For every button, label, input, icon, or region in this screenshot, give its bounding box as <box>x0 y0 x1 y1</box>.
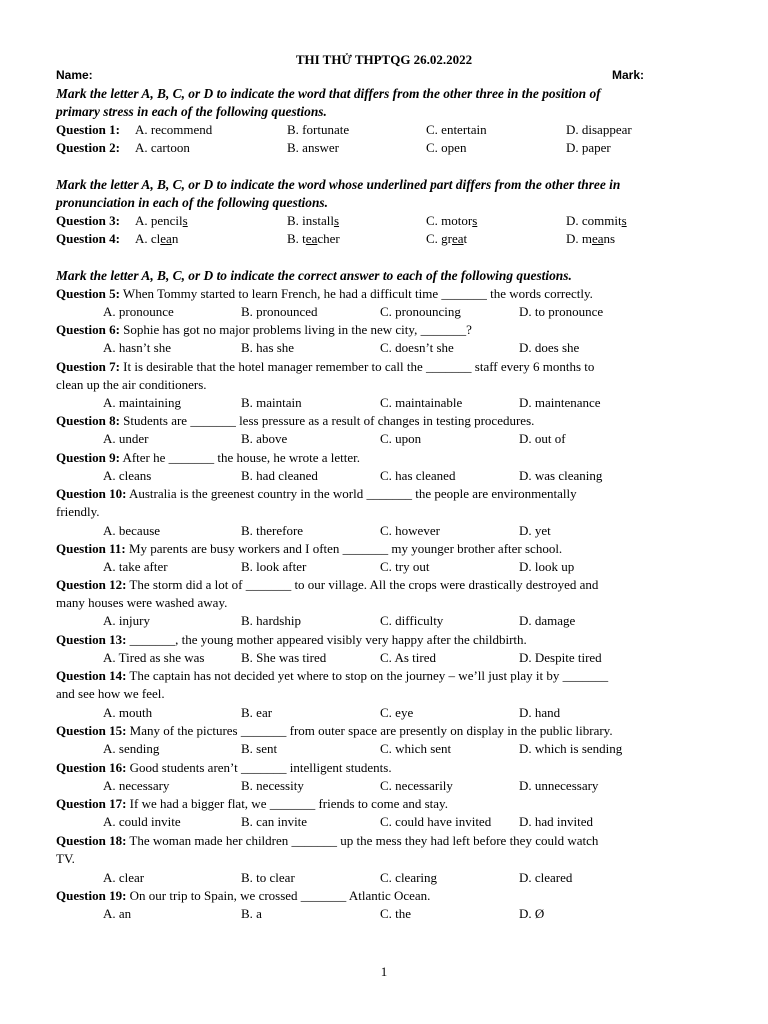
q13-option-c: C. As tired <box>380 650 436 665</box>
question-12: Question 12: The storm did a lot of _______ to our village. All the crops were drastically destroyed and <box>56 577 599 592</box>
q2-option-d: D. paper <box>566 140 611 155</box>
q10-option-b: B. therefore <box>241 523 304 538</box>
q17-option-d: D. had invited <box>519 814 594 829</box>
q14-option-b: B. ear <box>241 705 273 720</box>
q11-option-a: A. take after <box>103 559 168 574</box>
q17-option-c: C. could have invited <box>380 814 492 829</box>
q2-option-a: A. cartoon <box>135 140 190 155</box>
question-16: Question 16: Good students aren’t _______ intelligent students. <box>56 760 392 775</box>
question-label: Question 1: <box>56 122 120 137</box>
question-7: Question 7: It is desirable that the hotel manager remember to call the _______ staff every 6 months to <box>56 359 595 374</box>
q3-option-d: D. commits <box>566 213 627 228</box>
q2-option-b: B. answer <box>287 140 339 155</box>
q3-option-c: C. motors <box>426 213 478 228</box>
question-10: Question 10: Australia is the greenest country in the world _______ the people are environmentally <box>56 486 577 501</box>
underlined-part: ea <box>452 231 464 246</box>
q4-option-a: A. clean <box>135 231 179 246</box>
q16-option-d: D. unnecessary <box>519 778 599 793</box>
question-5: Question 5: When Tommy started to learn French, he had a difficult time _______ the words correctly. <box>56 286 593 301</box>
question-3 <box>56 212 120 230</box>
q1-option-d: D. disappear <box>566 122 632 137</box>
q11-option-b: B. look after <box>241 559 307 574</box>
q15-option-a: A. sending <box>103 741 160 756</box>
section3-instruction: Mark the letter A, B, C, or D to indicate the correct answer to each of the following questions. <box>56 268 572 283</box>
q7-option-d: D. maintenance <box>519 395 601 410</box>
q11-option-d: D. look up <box>519 559 575 574</box>
question-10-continued: friendly. <box>56 504 100 519</box>
q18-option-d: D. cleared <box>519 870 573 885</box>
q5-option-d: D. to pronounce <box>519 304 604 319</box>
q5-option-b: B. pronounced <box>241 304 318 319</box>
q9-option-b: B. had cleaned <box>241 468 318 483</box>
question-label: Question 3: <box>56 213 120 228</box>
q18-option-b: B. to clear <box>241 870 295 885</box>
q3-option-b: B. installs <box>287 213 340 228</box>
q5-option-a: A. pronounce <box>103 304 174 319</box>
q8-option-c: C. upon <box>380 431 422 446</box>
q12-option-c: C. difficulty <box>380 613 444 628</box>
q12-option-b: B. hardship <box>241 613 301 628</box>
question-18-continued: TV. <box>56 851 75 866</box>
question-4 <box>56 230 120 248</box>
q8-option-d: D. out of <box>519 431 566 446</box>
question-6: Question 6: Sophie has got no major problems living in the new city, _______? <box>56 322 472 337</box>
question-17: Question 17: If we had a bigger flat, we _______ friends to come and stay. <box>56 796 448 811</box>
q1-option-b: B. fortunate <box>287 122 350 137</box>
q9-option-a: A. cleans <box>103 468 152 483</box>
q19-option-c: C. the <box>380 906 412 921</box>
section2-instruction-line1: Mark the letter A, B, C, or D to indicate the word whose underlined part differs from the other three in <box>56 177 621 192</box>
q3-option-a: A. pencils <box>135 213 188 228</box>
q1-option-c: C. entertain <box>426 122 487 137</box>
underlined-part: ea <box>592 231 604 246</box>
q18-option-a: A. clear <box>103 870 145 885</box>
question-18: Question 18: The woman made her children _______ up the mess they had left before they could watch <box>56 833 599 848</box>
question-8: Question 8: Students are _______ less pressure as a result of changes in testing procedures. <box>56 413 535 428</box>
q15-option-d: D. which is sending <box>519 741 623 756</box>
underlined-part: s <box>182 213 188 228</box>
q4-option-d: D. means <box>566 231 616 246</box>
q6-option-a: A. hasn’t she <box>103 340 172 355</box>
question-2 <box>56 139 120 157</box>
page-title: THI THỬ THPTQG 26.02.2022 <box>295 52 473 67</box>
question-15: Question 15: Many of the pictures _______ from outer space are presently on display in the public library. <box>56 723 613 738</box>
question-9: Question 9: After he _______ the house, he wrote a letter. <box>56 450 360 465</box>
section2-instruction-line2: pronunciation in each of the following questions. <box>56 195 328 210</box>
q7-option-a: A. maintaining <box>103 395 181 410</box>
question-12-continued: many houses were washed away. <box>56 595 228 610</box>
q4-option-b: B. teacher <box>287 231 340 246</box>
q16-option-b: B. necessity <box>241 778 304 793</box>
q13-option-a: A. Tired as she was <box>103 650 205 665</box>
q6-option-d: D. does she <box>519 340 580 355</box>
q14-option-c: C. eye <box>380 705 414 720</box>
q14-option-a: A. mouth <box>103 705 153 720</box>
q5-option-c: C. pronouncing <box>380 304 461 319</box>
underlined-part: s <box>621 213 627 228</box>
q6-option-c: C. doesn’t she <box>380 340 454 355</box>
q17-option-b: B. can invite <box>241 814 308 829</box>
q18-option-c: C. clearing <box>380 870 438 885</box>
q7-option-c: C. maintainable <box>380 395 463 410</box>
q14-option-d: D. hand <box>519 705 561 720</box>
question-14: Question 14: The captain has not decided yet where to stop on the journey – we’ll just play it by _______ <box>56 668 609 683</box>
q17-option-a: A. could invite <box>103 814 181 829</box>
q11-option-c: C. try out <box>380 559 430 574</box>
q8-option-a: A. under <box>103 431 149 446</box>
underlined-part: ea <box>305 231 318 246</box>
q10-option-d: D. yet <box>519 523 551 538</box>
q7-option-b: B. maintain <box>241 395 302 410</box>
q19-option-a: A. an <box>103 906 132 921</box>
underlined-part: ea <box>160 231 172 246</box>
q12-option-a: A. injury <box>103 613 150 628</box>
q12-option-d: D. damage <box>519 613 576 628</box>
q19-option-d: D. Ø <box>519 906 545 921</box>
underlined-part: s <box>333 213 340 228</box>
q10-option-a: A. because <box>103 523 161 538</box>
name-label: Name: <box>56 68 93 82</box>
q16-option-c: C. necessarily <box>380 778 453 793</box>
question-14-continued: and see how we feel. <box>56 686 165 701</box>
section1-instruction-line2: primary stress in each of the following questions. <box>56 104 327 119</box>
question-1 <box>56 121 120 139</box>
q16-option-a: A. necessary <box>103 778 170 793</box>
q2-option-c: C. open <box>426 140 467 155</box>
q4-option-c: C. great <box>426 231 468 246</box>
question-7-continued: clean up the air conditioners. <box>56 377 207 392</box>
question-label: Question 2: <box>56 140 120 155</box>
q15-option-c: C. which sent <box>380 741 452 756</box>
q13-option-b: B. She was tired <box>241 650 327 665</box>
q1-option-a: A. recommend <box>135 122 213 137</box>
q15-option-b: B. sent <box>241 741 278 756</box>
page-number: 1 <box>380 964 388 979</box>
q9-option-c: C. has cleaned <box>380 468 456 483</box>
q9-option-d: D. was cleaning <box>519 468 603 483</box>
question-11: Question 11: My parents are busy workers and I often _______ my younger brother after school. <box>56 541 563 556</box>
q10-option-c: C. however <box>380 523 440 538</box>
question-label: Question 4: <box>56 231 120 246</box>
section1-instruction-line1: Mark the letter A, B, C, or D to indicate the word that differs from the other three in the position of <box>56 86 601 101</box>
q13-option-d: D. Despite tired <box>519 650 602 665</box>
q19-option-b: B. a <box>241 906 262 921</box>
q8-option-b: B. above <box>241 431 288 446</box>
mark-label: Mark: <box>612 68 645 82</box>
question-13: Question 13: _______, the young mother appeared visibly very happy after the childbirth. <box>56 632 527 647</box>
q6-option-b: B. has she <box>241 340 295 355</box>
underlined-part: s <box>472 213 478 228</box>
question-19: Question 19: On our trip to Spain, we crossed _______ Atlantic Ocean. <box>56 888 431 903</box>
